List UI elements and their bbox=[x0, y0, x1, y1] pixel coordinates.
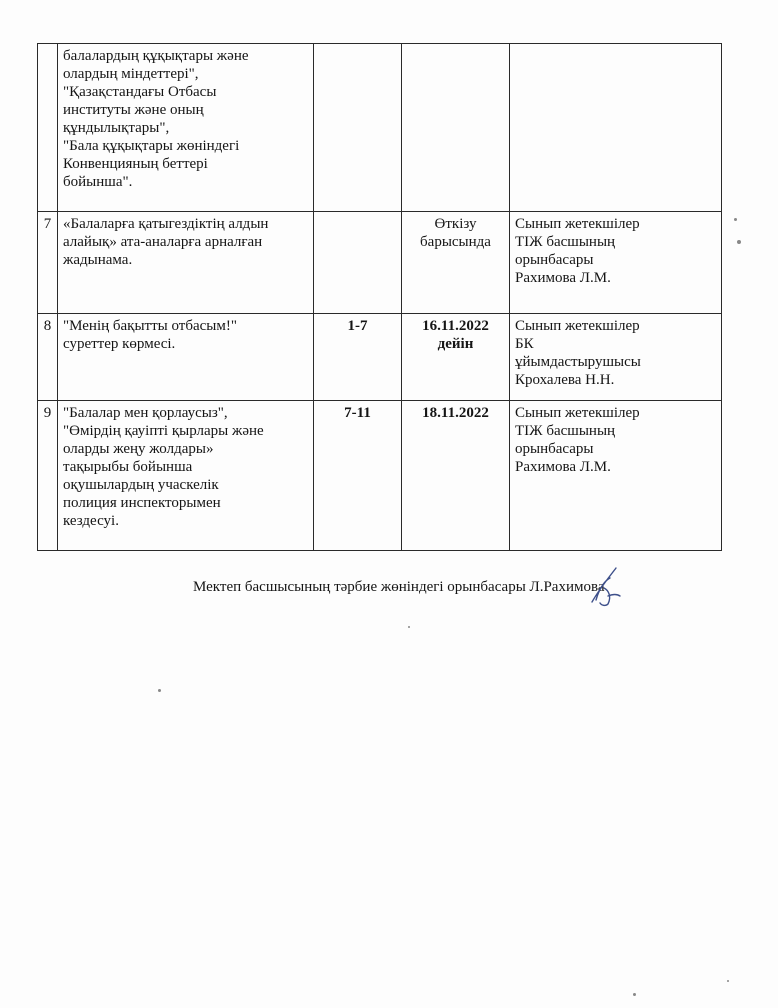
handwritten-signature bbox=[586, 566, 626, 608]
grade-cell: 7-11 bbox=[314, 401, 402, 551]
grade-cell bbox=[314, 44, 402, 212]
row-number: 9 bbox=[38, 401, 58, 551]
table-row bbox=[38, 44, 722, 212]
event-description: "Менің бақытты отбасым!" суреттер көрмесі. bbox=[58, 314, 314, 401]
signature-line: Мектеп басшысының тәрбие жөніндегі орынбасары Л.Рахимова bbox=[193, 579, 605, 595]
event-description: "Балалар мен қорлаусыз", "Өмірдің қауіпті қырлары және оларды жеңу жолдары» тақырыбы бойынша оқушылардың учаскелік полиция инспекторымен кездесуі. bbox=[58, 401, 314, 551]
row-number: 7 bbox=[38, 212, 58, 314]
scan-speck bbox=[727, 980, 729, 982]
row-number: 8 bbox=[38, 314, 58, 401]
responsible-cell bbox=[510, 44, 722, 212]
grade-cell bbox=[314, 212, 402, 314]
table-row bbox=[38, 314, 722, 401]
scan-speck bbox=[734, 218, 737, 221]
responsible-cell: Сынып жетекшілер БК ұйымдастырушысы Крохалева Н.Н. bbox=[510, 314, 722, 401]
date-cell: Өткізу барысында bbox=[402, 212, 510, 314]
table-row bbox=[38, 212, 722, 314]
events-table bbox=[37, 43, 722, 551]
scan-speck bbox=[737, 240, 741, 244]
scan-speck bbox=[408, 626, 410, 628]
table-row bbox=[38, 401, 722, 551]
event-description: «Балаларға қатыгездіктің алдын алайық» ата-аналарға арналған жадынама. bbox=[58, 212, 314, 314]
row-number bbox=[38, 44, 58, 212]
date-cell: 16.11.2022 дейін bbox=[402, 314, 510, 401]
date-cell: 18.11.2022 bbox=[402, 401, 510, 551]
responsible-cell: Сынып жетекшілер ТІЖ басшының орынбасары Рахимова Л.М. bbox=[510, 212, 722, 314]
scan-speck bbox=[158, 689, 161, 692]
date-cell bbox=[402, 44, 510, 212]
event-description: балалардың құқықтары және олардың міндеттері", "Қазақстандағы Отбасы институты және оның құндылықтары", "Бала құқықтары жөніндегі Конвенцияның беттері бойынша". bbox=[58, 44, 314, 212]
scan-speck bbox=[633, 993, 636, 996]
grade-cell: 1-7 bbox=[314, 314, 402, 401]
responsible-cell: Сынып жетекшілер ТІЖ басшының орынбасары Рахимова Л.М. bbox=[510, 401, 722, 551]
